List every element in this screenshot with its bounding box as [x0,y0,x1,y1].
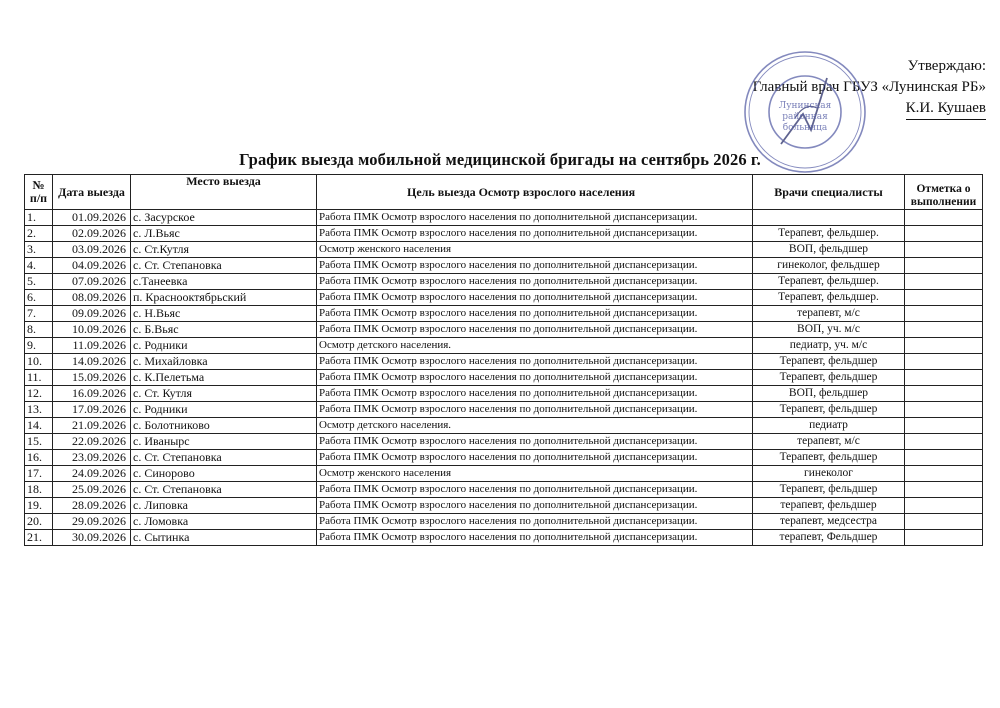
cell-num: 1. [25,210,53,226]
cell-place: с. К.Пелетьма [131,370,317,386]
cell-date: 24.09.2026 [53,466,131,482]
table-row [25,530,983,546]
cell-place: с. Родники [131,338,317,354]
cell-goal: Работа ПМК Осмотр взрослого населения по дополнительной диспансеризации. [317,210,753,226]
cell-place: с. Н.Вьяс [131,306,317,322]
header-num: № п/п [25,175,53,210]
table-row [25,322,983,338]
cell-mark [905,530,983,546]
header-mark: Отметка о выполнении [905,175,983,210]
table-row [25,402,983,418]
cell-doctors: Терапевт, фельдшер [753,482,905,498]
cell-date: 28.09.2026 [53,498,131,514]
cell-mark [905,402,983,418]
header-place: Место выезда [131,175,317,210]
cell-mark [905,306,983,322]
header-doctors: Врачи специалисты [753,175,905,210]
cell-doctors: Терапевт, фельдшер. [753,226,905,242]
cell-goal: Осмотр женского населения [317,466,753,482]
cell-goal: Осмотр детского населения. [317,338,753,354]
cell-date: 08.09.2026 [53,290,131,306]
cell-num: 4. [25,258,53,274]
table-row [25,498,983,514]
cell-goal: Работа ПМК Осмотр взрослого населения по дополнительной диспансеризации. [317,450,753,466]
cell-num: 19. [25,498,53,514]
cell-mark [905,386,983,402]
table-row [25,450,983,466]
cell-num: 13. [25,402,53,418]
cell-doctors: терапевт, м/с [753,306,905,322]
cell-num: 5. [25,274,53,290]
cell-doctors [753,210,905,226]
cell-mark [905,498,983,514]
cell-num: 21. [25,530,53,546]
cell-date: 09.09.2026 [53,306,131,322]
cell-date: 04.09.2026 [53,258,131,274]
cell-date: 14.09.2026 [53,354,131,370]
cell-doctors: терапевт, Фельдшер [753,530,905,546]
svg-text:районная: районная [782,112,828,122]
cell-place: с. Ст. Степановка [131,450,317,466]
cell-place: с. Б.Вьяс [131,322,317,338]
cell-place: с. Липовка [131,498,317,514]
cell-date: 17.09.2026 [53,402,131,418]
cell-place: с. Иваныpс [131,434,317,450]
cell-goal: Работа ПМК Осмотр взрослого населения по дополнительной диспансеризации. [317,434,753,450]
table-row [25,210,983,226]
table-row [25,338,983,354]
cell-place: с. Родники [131,402,317,418]
cell-doctors: педиатр, уч. м/с [753,338,905,354]
table-row [25,242,983,258]
cell-place: с. Сытинка [131,530,317,546]
table-row [25,354,983,370]
cell-num: 17. [25,466,53,482]
cell-place: с. Болотниково [131,418,317,434]
cell-goal: Осмотр детского населения. [317,418,753,434]
cell-goal: Работа ПМК Осмотр взрослого населения по дополнительной диспансеризации. [317,258,753,274]
table-row [25,290,983,306]
cell-goal: Работа ПМК Осмотр взрослого населения по дополнительной диспансеризации. [317,402,753,418]
cell-date: 02.09.2026 [53,226,131,242]
cell-mark [905,354,983,370]
cell-place: с. Ст. Степановка [131,258,317,274]
cell-num: 16. [25,450,53,466]
cell-mark [905,274,983,290]
cell-date: 01.09.2026 [53,210,131,226]
approval-heading: Утверждаю: [907,58,986,74]
cell-place: с. Ст. Кутля [131,386,317,402]
cell-place: с. Ст. Степановка [131,482,317,498]
cell-goal: Работа ПМК Осмотр взрослого населения по дополнительной диспансеризации. [317,322,753,338]
svg-text:больница: больница [782,123,828,133]
cell-doctors: Терапевт, фельдшер [753,354,905,370]
svg-text:Лунинская: Лунинская [778,101,832,111]
cell-mark [905,338,983,354]
table-row [25,258,983,274]
cell-goal: Работа ПМК Осмотр взрослого населения по дополнительной диспансеризации. [317,514,753,530]
cell-num: 2. [25,226,53,242]
cell-place: с. Ломовка [131,514,317,530]
cell-num: 3. [25,242,53,258]
cell-goal: Работа ПМК Осмотр взрослого населения по дополнительной диспансеризации. [317,306,753,322]
cell-place: с. Синорово [131,466,317,482]
cell-date: 25.09.2026 [53,482,131,498]
table-row [25,226,983,242]
cell-num: 10. [25,354,53,370]
cell-goal: Работа ПМК Осмотр взрослого населения по дополнительной диспансеризации. [317,386,753,402]
cell-date: 29.09.2026 [53,514,131,530]
cell-date: 07.09.2026 [53,274,131,290]
cell-doctors: Терапевт, фельдшер [753,402,905,418]
cell-place: с. Засурское [131,210,317,226]
cell-doctors: терапевт, медсестра [753,514,905,530]
cell-doctors: гинеколог [753,466,905,482]
document-title: График выезда мобильной медицинской бригады на сентябрь 2026 г. [239,150,761,169]
cell-mark [905,210,983,226]
schedule-table [24,174,983,546]
cell-place: п. Краснооктябрьский [131,290,317,306]
cell-doctors: ВОП, уч. м/с [753,322,905,338]
cell-mark [905,418,983,434]
approval-signatory: К.И. Кушаев [906,98,986,120]
cell-date: 03.09.2026 [53,242,131,258]
cell-doctors: Терапевт, фельдшер [753,370,905,386]
table-row [25,386,983,402]
cell-num: 11. [25,370,53,386]
cell-date: 22.09.2026 [53,434,131,450]
cell-mark [905,322,983,338]
cell-mark [905,434,983,450]
cell-num: 18. [25,482,53,498]
cell-doctors: Терапевт, фельдшер [753,450,905,466]
cell-doctors: ВОП, фельдшер [753,242,905,258]
header-goal: Цель выезда Осмотр взрослого населения [317,175,753,210]
cell-date: 10.09.2026 [53,322,131,338]
cell-doctors: педиатр [753,418,905,434]
cell-num: 6. [25,290,53,306]
table-row [25,482,983,498]
approval-position: Главный врач ГБУЗ «Лунинская РБ» [752,79,986,95]
cell-mark [905,514,983,530]
cell-mark [905,242,983,258]
cell-goal: Работа ПМК Осмотр взрослого населения по дополнительной диспансеризации. [317,226,753,242]
cell-goal: Работа ПМК Осмотр взрослого населения по дополнительной диспансеризации. [317,530,753,546]
cell-doctors: Терапевт, фельдшер. [753,274,905,290]
table-row [25,514,983,530]
cell-num: 12. [25,386,53,402]
cell-mark [905,450,983,466]
cell-doctors: гинеколог, фельдшер [753,258,905,274]
cell-date: 30.09.2026 [53,530,131,546]
cell-mark [905,370,983,386]
cell-doctors: Терапевт, фельдшер. [753,290,905,306]
cell-goal: Работа ПМК Осмотр взрослого населения по дополнительной диспансеризации. [317,498,753,514]
cell-date: 21.09.2026 [53,418,131,434]
cell-doctors: терапевт, фельдшер [753,498,905,514]
cell-num: 7. [25,306,53,322]
cell-mark [905,290,983,306]
table-row [25,434,983,450]
cell-goal: Работа ПМК Осмотр взрослого населения по дополнительной диспансеризации. [317,290,753,306]
cell-num: 15. [25,434,53,450]
cell-goal: Работа ПМК Осмотр взрослого населения по дополнительной диспансеризации. [317,370,753,386]
cell-num: 9. [25,338,53,354]
cell-place: с. Михайловка [131,354,317,370]
cell-place: с.Танеевка [131,274,317,290]
cell-goal: Работа ПМК Осмотр взрослого населения по дополнительной диспансеризации. [317,274,753,290]
header-date: Дата выезда [53,175,131,210]
cell-num: 14. [25,418,53,434]
table-row [25,370,983,386]
cell-date: 16.09.2026 [53,386,131,402]
cell-num: 20. [25,514,53,530]
cell-doctors: терапевт, м/с [753,434,905,450]
cell-mark [905,258,983,274]
cell-place: с. Ст.Кутля [131,242,317,258]
cell-place: с. Л.Вьяс [131,226,317,242]
cell-mark [905,466,983,482]
table-row [25,418,983,434]
cell-date: 15.09.2026 [53,370,131,386]
cell-mark [905,482,983,498]
cell-mark [905,226,983,242]
table-header-row [25,175,983,210]
cell-doctors: ВОП, фельдшер [753,386,905,402]
cell-date: 23.09.2026 [53,450,131,466]
cell-goal: Осмотр женского населения [317,242,753,258]
table-row [25,306,983,322]
cell-goal: Работа ПМК Осмотр взрослого населения по дополнительной диспансеризации. [317,482,753,498]
table-row [25,274,983,290]
cell-date: 11.09.2026 [53,338,131,354]
cell-num: 8. [25,322,53,338]
table-row [25,466,983,482]
cell-goal: Работа ПМК Осмотр взрослого населения по дополнительной диспансеризации. [317,354,753,370]
